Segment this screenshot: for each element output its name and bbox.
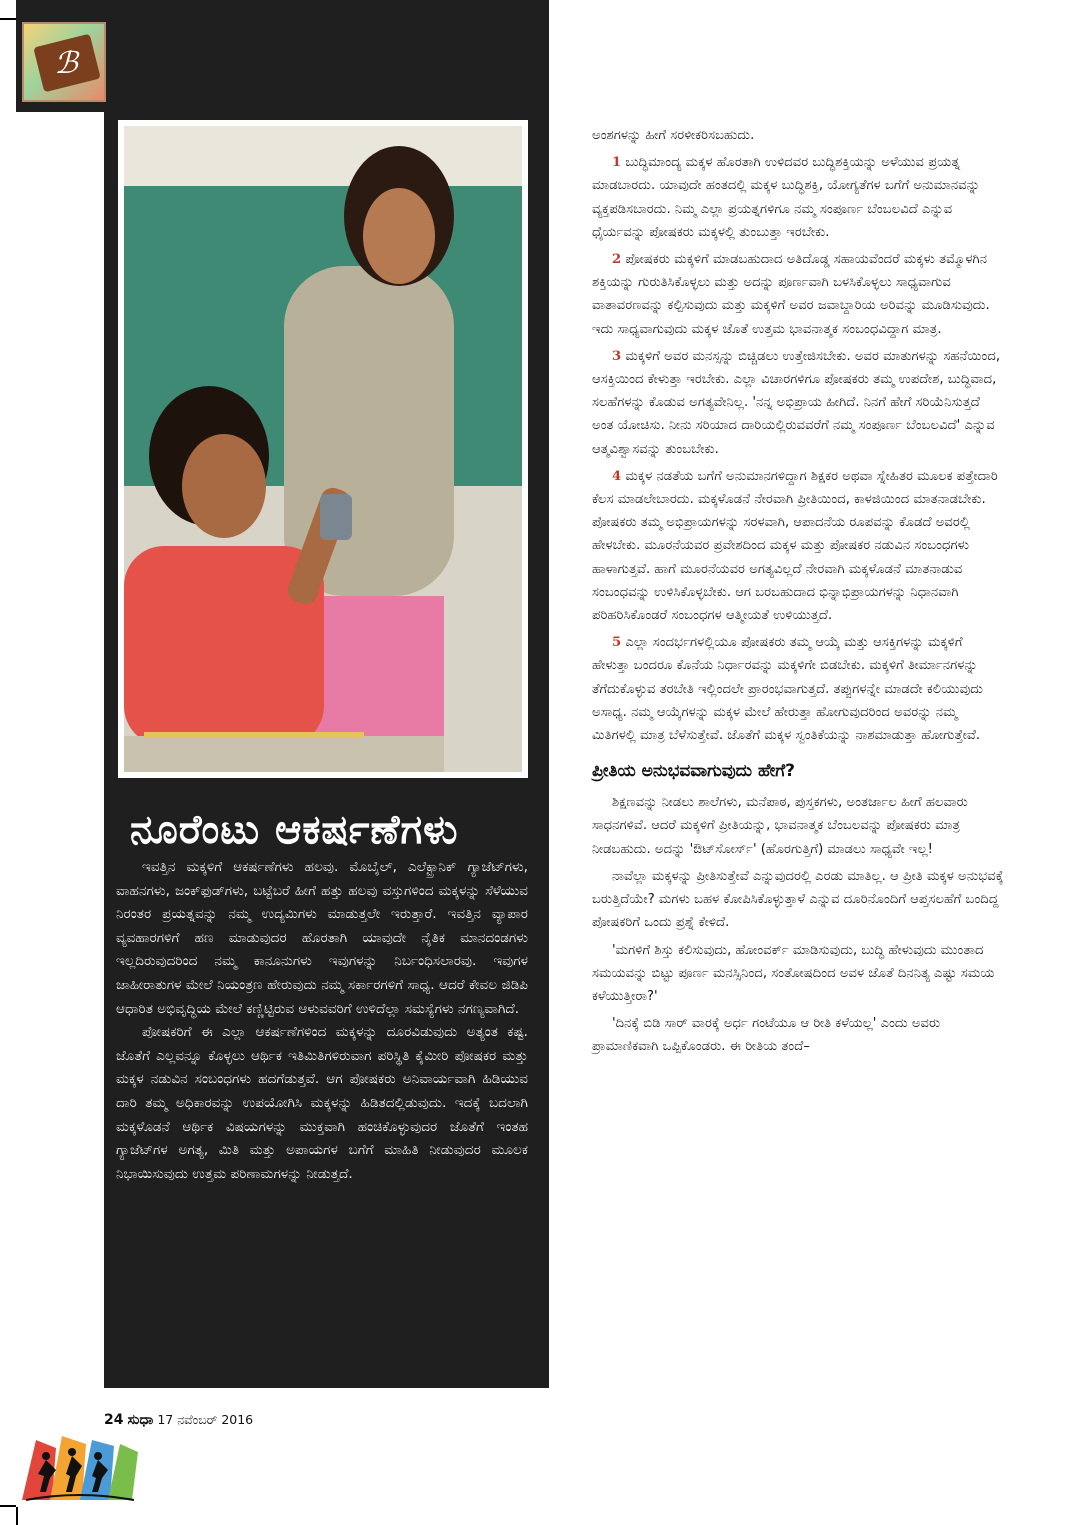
crop-mark [0, 18, 16, 20]
body-paragraph: ಶಿಕ್ಷಣವನ್ನು ನೀಡಲು ಶಾಲೆಗಳು, ಮನೆಪಾಠ, ಪುಸ್ತಕಗಳು, ಅಂತರ್ಜಾಲ ಹೀಗೆ ಹಲವಾರು ಸಾಧನಗಳಿವೆ. ಆದರೆ ಮಕ್ಕಳಿಗೆ ಪ್ರೀತಿಯನ್ನು, ಭಾವನಾತ್ಮಕ ಬೆಂಬಲವನ್ನು ಪೋಷಕರು ಮಾತ್ರ ನೀಡಬಹುದು. ಅದನ್ನು 'ಔಟ್‌ಸೋರ್ಸ್' (ಹೊರಗುತ್ತಿಗೆ) ಮಾಡಲು ಸಾಧ್ಯವೇ ಇಲ್ಲ! [592, 795, 968, 857]
body-paragraph: ನಾವೆಲ್ಲಾ ಮಕ್ಕಳನ್ನು ಪ್ರೀತಿಸುತ್ತೇವೆ ಎನ್ನುವುದರಲ್ಲಿ ಎರಡು ಮಾತಿಲ್ಲ. ಆ ಪ್ರೀತಿ ಮಕ್ಕಳ ಅನುಭವಕ್ಕೆ ಬರುತ್ತಿದೆಯೇ? ಮಗಳು ಬಹಳ ಕೋಪಿಸಿಕೊಳ್ಳುತ್ತಾಳೆ ಎನ್ನುವ ದೂರಿನೊಂದಿಗೆ ಆಪ್ತಸಲಹೆಗೆ ಬಂದಿದ್ದ ಪೋಷಕರಿಗೆ ಒಂದು ಪ್ರಶ್ನೆ ಕೇಳಿದೆ. [592, 868, 1004, 931]
point-text: ಮಕ್ಕಳಿಗೆ ಅವರ ಮನಸ್ಸನ್ನು ಬಿಚ್ಚಿಡಲು ಉತ್ತೇಜಿಸಬೇಕು. ಅವರ ಮಾತುಗಳನ್ನು ಸಹನೆಯಿಂದ, ಆಸಕ್ತಿಯಿಂದ ಕೇಳುತ್ತಾ ಇರಬೇಕು. ಎಲ್ಲಾ ವಿಚಾರಗಳಿಗೂ ಪೋಷಕರು ತಮ್ಮ ಉಪದೇಶ, ಬುದ್ಧಿವಾದ, ಸಲಹೆಗಳನ್ನು ಕೊಡುವ ಅಗತ್ಯವೇನಿಲ್ಲ. 'ನನ್ನ ಅಭಿಪ್ರಾಯ ಹೀಗಿದೆ. ನಿನಗೆ ಹೇಗೆ ಸರಿಯೆನಿಸುತ್ತದೆ ಅಂತ ಯೋಚಿಸು. ನೀನು ಸರಿಯಾದ ದಾರಿಯಲ್ಲಿರುವವರೆಗೆ ನಮ್ಮ ಸಂಪೂರ್ಣ ಬೆಂಬಲವಿದೆ' ಎನ್ನುವ ಆತ್ಮವಿಶ್ವಾಸವನ್ನು ತುಂಬಬೇಕು. [592, 348, 1001, 457]
teacher-student-photo [124, 126, 522, 772]
crop-mark [16, 1507, 18, 1525]
signature-mark-icon: ℬ [54, 46, 78, 81]
point-text: ಮಕ್ಕಳ ನಡತೆಯ ಬಗೆಗೆ ಅನುಮಾನಗಳಿದ್ದಾಗ ಶಿಕ್ಷಕರ ಅಥವಾ ಸ್ನೇಹಿತರ ಮೂಲಕ ಪತ್ತೇದಾರಿ ಕೆಲಸ ಮಾಡಲೇಬಾರದು. ಮಕ್ಕಳೊಡನೆ ನೇರವಾಗಿ ಪ್ರೀತಿಯಿಂದ, ಕಾಳಜಿಯಿಂದ ಮಾತನಾಡಬೇಕು. ಪೋಷಕರು ತಮ್ಮ ಅಭಿಪ್ರಾಯಗಳನ್ನು ಸರಳವಾಗಿ, ಆಪಾದನೆಯ ರೂಪವನ್ನು ಕೊಡದೆ ಅವರಲ್ಲಿ ಹೇಳಬೇಕು. ಮೂರನೆಯವರ ಪ್ರವೇಶದಿಂದ ಮಕ್ಕಳ ಮತ್ತು ಪೋಷಕರ ನಡುವಿನ ಸಂಬಂಧಗಳು ಹಾಳಾಗುತ್ತವೆ. ಹಾಗೆ ಮೂರನೆಯವರ ಅಗತ್ಯವಿಲ್ಲದೆ ನೇರವಾಗಿ ಮಕ್ಕಳೊಡನೆ ಮಾತನಾಡುವ ಸಂಬಂಧವನ್ನು ಉಳಿಸಿಕೊಳ್ಳಬೇಕು. ಆಗ ಬರಬಹುದಾದ ಭಿನ್ನಾಭಿಪ್ರಾಯಗಳನ್ನು ನಿಧಾನವಾಗಿ ಪರಿಹರಿಸಿಕೊಂಡರೆ ಸಂಬಂಧಗಳ ಆತ್ಮೀಯತೆ ಉಳಿಯುತ್ತದೆ. [592, 468, 998, 624]
point-number: 3 [612, 348, 622, 364]
numbered-point [592, 248, 1004, 341]
numbered-point [592, 151, 1004, 244]
point-number: 2 [612, 252, 622, 268]
dancing-figures-icon [16, 1430, 142, 1508]
sidebar-body [116, 856, 528, 1186]
issue-date: 17 ನವೆಂಬರ್ 2016 [157, 1412, 254, 1427]
point-number: 5 [612, 635, 622, 651]
page-footer [104, 1412, 253, 1428]
sidebar-paragraph: ಪೋಷಕರಿಗೆ ಈ ಎಲ್ಲಾ ಆಕರ್ಷಣೆಗಳಿಂದ ಮಕ್ಕಳನ್ನು ದೂರವಿಡುವುದು ಅತ್ಯಂತ ಕಷ್ಟ. ಜೊತೆಗೆ ಎಲ್ಲವನ್ನೂ ಕೊಳ್ಳಲು ಆರ್ಥಿಕ ಇತಿಮಿತಿಗಳಿರುವಾಗ ಪರಿಸ್ಥಿತಿ ಕೈಮೀರಿ ಪೋಷಕರ ಮತ್ತು ಮಕ್ಕಳ ನಡುವಿನ ಸಂಬಂಧಗಳು ಹದಗೆಡುತ್ತವೆ. ಆಗ ಪೋಷಕರು ಅನಿವಾರ್ಯವಾಗಿ ಹಿಡಿಯುವ ದಾರಿ ತಮ್ಮ ಅಧಿಕಾರವನ್ನು ಉಪಯೋಗಿಸಿ ಮಕ್ಕಳನ್ನು ಹಿಡಿತದಲ್ಲಿಡುವುದು. ಇದಕ್ಕೆ ಬದಲಾಗಿ ಮಕ್ಕಳೊಡನೆ ಆರ್ಥಿಕ ವಿಷಯಗಳನ್ನು ಮುಕ್ತವಾಗಿ ಹಂಚಿಕೊಳ್ಳುವುದರ ಜೊತೆಗೆ ಇಂತಹ ಗ್ಯಾಜೆಟ್‌ಗಳ ಅಗತ್ಯ, ಮಿತಿ ಮತ್ತು ಅಪಾಯಗಳ ಬಗೆಗೆ ಮಾಹಿತಿ ನೀಡುವುದರ ಮೂಲಕ ನಿಭಾಯಿಸುವುದು ಉತ್ತಮ ಪರಿಣಾಮಗಳನ್ನು ನೀಡುತ್ತದೆ. [116, 1024, 528, 1182]
section-subheading: ಪ್ರೀತಿಯ ಅನುಭವವಾಗುವುದು ಹೇಗೆ? [592, 761, 796, 782]
point-text: ಬುದ್ಧಿಮಾಂದ್ಯ ಮಕ್ಕಳ ಹೊರತಾಗಿ ಉಳಿದವರ ಬುದ್ಧಿಶಕ್ತಿಯನ್ನು ಅಳೆಯುವ ಪ್ರಯತ್ನ ಮಾಡಬಾರದು. ಯಾವುದೇ ಹಂತದಲ್ಲಿ ಮಕ್ಕಳ ಬುದ್ಧಿಶಕ್ತಿ, ಯೋಗ್ಯತೆಗಳ ಬಗೆಗೆ ಅನುಮಾನವನ್ನು ವ್ಯಕ್ತಪಡಿಸಬಾರದು. ನಿಮ್ಮ ಎಲ್ಲಾ ಪ್ರಯತ್ನಗಳಿಗೂ ನಮ್ಮ ಸಂಪೂರ್ಣ ಬೆಂಬಲವಿದೆ ಎನ್ನುವ ಧೈರ್ಯವನ್ನು ಪೋಷಕರು ಮಕ್ಕಳಲ್ಲಿ ತುಂಬುತ್ತಾ ಇರಬೇಕು. [592, 155, 980, 240]
article-headline: ನೂರೆಂಟು ಆಕರ್ಷಣೆಗಳು [130, 807, 459, 853]
page-number: 24 [104, 1412, 124, 1428]
section-logo [22, 22, 106, 102]
body-paragraph: 'ದಿನಕ್ಕೆ ಬಿಡಿ ಸಾರ್ ವಾರಕ್ಕೆ ಅರ್ಧ ಗಂಟೆಯೂ ಆ ರೀತಿ ಕಳೆಯಲ್ಲ' ಎಂದು ಅವರು ಪ್ರಾಮಾಣಿಕವಾಗಿ ಒಪ್ಪಿಕೊಂಡರು. ಈ ರೀತಿಯ ತಂದೆ– [592, 1016, 941, 1055]
magazine-name: ಸುಧಾ [127, 1412, 154, 1428]
crop-mark [0, 1505, 16, 1507]
point-number: 1 [612, 155, 622, 171]
body-paragraph: 'ಮಗಳಿಗೆ ಶಿಸ್ತು ಕಲಿಸುವುದು, ಹೋಂವರ್ಕ್ ಮಾಡಿಸುವುದು, ಬುದ್ಧಿ ಹೇಳುವುದು ಮುಂತಾದ ಸಮಯವನ್ನು ಬಿಟ್ಟು ಪೂರ್ಣ ಮನಸ್ಸಿನಿಂದ, ಸಂತೋಷದಿಂದ ಅವಳ ಜೊತೆ ದಿನನಿತ್ಯ ಎಷ್ಟು ಸಮಯ ಕಳೆಯುತ್ತೀರಾ?' [592, 942, 995, 1004]
numbered-point [592, 631, 1004, 747]
point-number: 4 [612, 468, 622, 484]
sidebar-paragraph: ಇವತ್ತಿನ ಮಕ್ಕಳಿಗೆ ಆಕರ್ಷಣೆಗಳು ಹಲವು. ಮೊಬೈಲ್, ಎಲೆಕ್ಟ್ರಾನಿಕ್ ಗ್ಯಾಜೆಟ್‌ಗಳು, ವಾಹನಗಳು, ಜಂಕ್‌ಫುಡ್‌ಗಳು, ಬಟ್ಟೆಬರೆ ಹೀಗೆ ಹತ್ತು ಹಲವು ವಸ್ತುಗಳಿಂದ ಮಕ್ಕಳನ್ನು ಸೆಳೆಯುವ ನಿರಂತರ ಪ್ರಯತ್ನವನ್ನು ನಮ್ಮ ಉದ್ಯಮಿಗಳು ಮಾಡುತ್ತಲೇ ಇರುತ್ತಾರೆ. ಇವತ್ತಿನ ವ್ಯಾಪಾರ ವ್ಯವಹಾರಗಳಿಗೆ ಹಣ ಮಾಡುವುದರ ಹೊರತಾಗಿ ಯಾವುದೇ ನೈತಿಕ ಮಾನದಂಡಗಳು ಇಲ್ಲದಿರುವುದರಿಂದ ನಮ್ಮ ಕಾನೂನುಗಳು ಇವುಗಳನ್ನು ನಿರ್ಬಂಧಿಸಲಾರವು. ಇವುಗಳ ಜಾಹೀರಾತುಗಳ ಮೇಲೆ ನಿಯಂತ್ರಣ ಹೇರುವುದು ನಮ್ಮ ಸರ್ಕಾರಗಳಿಗೆ ಸಾಧ್ಯ. ಆದರೆ ಕೇವಲ ಜಿಡಿಪಿ ಆಧಾರಿತ ಅಭಿವೃದ್ಧಿಯ ಮೇಲೆ ಕಣ್ಣಿಟ್ಟಿರುವ ಆಳುವವರಿಗೆ ಉಳಿದೆಲ್ಲಾ ಸಮಸ್ಯೆಗಳು ನಗಣ್ಯವಾಗಿದೆ. [116, 859, 528, 1017]
numbered-point [592, 465, 1004, 627]
article-photo [118, 120, 528, 778]
intro-line: ಅಂಶಗಳನ್ನು ಹೀಗೆ ಸರಳೀಕರಿಸಬಹುದು. [592, 128, 755, 143]
numbered-point [592, 345, 1004, 461]
point-text: ಪೋಷಕರು ಮಕ್ಕಳಿಗೆ ಮಾಡಬಹುದಾದ ಅತಿದೊಡ್ಡ ಸಹಾಯವೆಂದರೆ ಮಕ್ಕಳು ತಮ್ಮೊಳಗಿನ ಶಕ್ತಿಯನ್ನು ಗುರುತಿಸಿಕೊಳ್ಳಲು ಮತ್ತು ಅದನ್ನು ಪೂರ್ಣವಾಗಿ ಬಳಸಿಕೊಳ್ಳಲು ಸಾಧ್ಯವಾಗುವ ವಾತಾವರಣವನ್ನು ಕಲ್ಪಿಸುವುದು ಮತ್ತು ಮಕ್ಕಳಿಗೆ ಅವರ ಜವಾಬ್ದಾರಿಯ ಅರಿವನ್ನು ಮೂಡಿಸುವುದು. ಇದು ಸಾಧ್ಯವಾಗುವುದು ಮಕ್ಕಳ ಜೊತೆ ಉತ್ತಮ ಭಾವನಾತ್ಮಕ ಸಂಬಂಧವಿದ್ದಾಗ ಮಾತ್ರ. [592, 252, 990, 337]
point-text: ಎಲ್ಲಾ ಸಂದರ್ಭಗಳಲ್ಲಿಯೂ ಪೋಷಕರು ತಮ್ಮ ಆಯ್ಕೆ ಮತ್ತು ಆಸಕ್ತಿಗಳನ್ನು ಮಕ್ಕಳಿಗೆ ಹೇಳುತ್ತಾ ಬಂದರೂ ಕೊನೆಯ ನಿರ್ಧಾರವನ್ನು ಮಕ್ಕಳಿಗೇ ಬಿಡಬೇಕು. ಮಕ್ಕಳಿಗೆ ತೀರ್ಮಾನಗಳನ್ನು ತೆಗೆದುಕೊಳ್ಳುವ ತರಬೇತಿ ಇಲ್ಲಿಂದಲೇ ಪ್ರಾರಂಭವಾಗುತ್ತದೆ. ತಪ್ಪುಗಳನ್ನೇ ಮಾಡದೇ ಕಲಿಯುವುದು ಅಸಾಧ್ಯ. ನಮ್ಮ ಆಯ್ಕೆಗಳನ್ನು ಮಕ್ಕಳ ಮೇಲೆ ಹೇರುತ್ತಾ ಹೋಗುವುದರಿಂದ ಅವರನ್ನು ನಮ್ಮ ಮಿತಿಗಳಲ್ಲಿ ಮಾತ್ರ ಬೆಳೆಸುತ್ತೇವೆ. ಜೊತೆಗೆ ಮಕ್ಕಳ ಸ್ವಂತಿಕೆಯನ್ನು ನಾಶಮಾಡುತ್ತಾ ಹೋಗುತ್ತೇವೆ. [592, 635, 983, 744]
main-body [592, 124, 1004, 1063]
